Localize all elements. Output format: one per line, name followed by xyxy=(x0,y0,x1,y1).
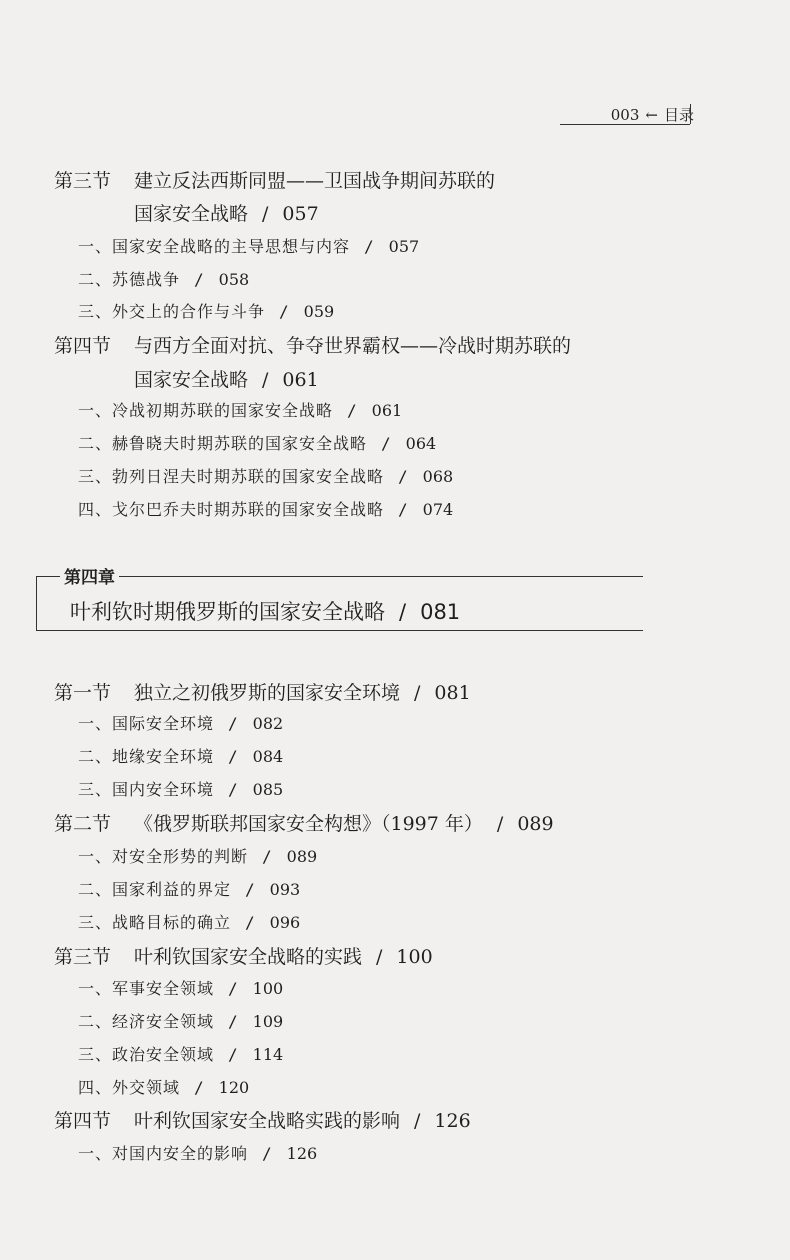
item-page-number: 084 xyxy=(252,747,284,766)
separator: / xyxy=(228,747,239,766)
running-header xyxy=(611,104,694,125)
separator: / xyxy=(194,270,205,289)
item-text: 三、政治安全领域 xyxy=(78,1045,215,1064)
toc-section-title-continued[interactable] xyxy=(134,365,319,392)
item-page-number: 126 xyxy=(286,1144,318,1163)
separator: / xyxy=(399,600,407,624)
item-text: 四、戈尔巴乔夫时期苏联的国家安全战略 xyxy=(78,500,385,519)
item-page-number: 085 xyxy=(252,780,284,799)
separator: / xyxy=(364,237,375,256)
separator: / xyxy=(228,1045,239,1064)
section-label: 第二节 xyxy=(54,813,112,835)
toc-item[interactable] xyxy=(78,497,453,520)
item-page-number: 058 xyxy=(218,270,250,289)
item-page-number: 093 xyxy=(269,880,301,899)
left-arrow-icon: ← xyxy=(645,106,658,124)
item-text: 二、国家利益的界定 xyxy=(78,880,232,899)
toc-item[interactable] xyxy=(78,877,300,900)
toc-item[interactable] xyxy=(78,976,283,999)
item-text: 一、国际安全环境 xyxy=(78,714,215,733)
separator: / xyxy=(496,813,504,835)
toc-item[interactable] xyxy=(78,464,453,487)
header-rule xyxy=(560,124,690,125)
header-section-title: 目录 xyxy=(663,106,694,124)
toc-item[interactable] xyxy=(78,267,249,290)
section-label: 第四节 xyxy=(54,1110,112,1132)
item-text: 一、对安全形势的判断 xyxy=(78,847,249,866)
section-label: 第三节 xyxy=(54,170,112,192)
toc-item[interactable] xyxy=(78,1141,317,1164)
separator: / xyxy=(398,467,409,486)
section-title-text: 独立之初俄罗斯的国家安全环境 xyxy=(134,682,401,704)
section-label: 第四节 xyxy=(54,335,112,357)
item-page-number: 064 xyxy=(405,434,437,453)
toc-item[interactable] xyxy=(78,299,334,322)
separator: / xyxy=(262,203,269,225)
toc-item[interactable] xyxy=(78,910,300,933)
item-text: 三、战略目标的确立 xyxy=(78,913,232,932)
toc-item[interactable] xyxy=(78,844,317,867)
separator: / xyxy=(381,434,392,453)
section-label: 第三节 xyxy=(54,946,112,968)
toc-item[interactable] xyxy=(78,1075,249,1098)
header-page-number: 003 xyxy=(610,106,640,124)
chapter-title[interactable] xyxy=(70,596,460,626)
separator: / xyxy=(245,880,256,899)
item-page-number: 068 xyxy=(422,467,454,486)
item-page-number: 061 xyxy=(371,401,403,420)
toc-section-title[interactable] xyxy=(54,809,554,836)
item-page-number: 100 xyxy=(252,979,284,998)
item-page-number: 114 xyxy=(252,1045,284,1064)
separator: / xyxy=(228,1012,239,1031)
separator: / xyxy=(414,1110,421,1132)
item-text: 三、外交上的合作与斗争 xyxy=(78,302,266,321)
separator: / xyxy=(228,780,239,799)
item-text: 二、苏德战争 xyxy=(78,270,181,289)
chapter-title-text: 叶利钦时期俄罗斯的国家安全战略 xyxy=(70,600,385,624)
toc-section-title[interactable] xyxy=(54,166,495,193)
section-page-number: 100 xyxy=(396,946,433,968)
section-title-text: 与西方全面对抗、争夺世界霸权——冷战时期苏联的 xyxy=(134,335,572,357)
header-rule-tick xyxy=(690,104,691,124)
item-text: 二、赫鲁晓夫时期苏联的国家安全战略 xyxy=(78,434,368,453)
item-text: 二、地缘安全环境 xyxy=(78,747,215,766)
separator: / xyxy=(262,1144,273,1163)
section-page-number: 089 xyxy=(517,813,554,835)
toc-item[interactable] xyxy=(78,711,283,734)
item-page-number: 089 xyxy=(286,847,318,866)
section-title-text: 国家安全战略 xyxy=(134,203,249,225)
item-text: 二、经济安全领域 xyxy=(78,1012,215,1031)
section-page-number: 061 xyxy=(282,369,319,391)
toc-item[interactable] xyxy=(78,1009,283,1032)
item-text: 三、勃列日涅夫时期苏联的国家安全战略 xyxy=(78,467,385,486)
chapter-page-number: 081 xyxy=(420,600,461,624)
separator: / xyxy=(279,302,290,321)
toc-section-title[interactable] xyxy=(54,942,433,969)
section-title-text: 叶利钦国家安全战略的实践 xyxy=(134,946,363,968)
item-page-number: 074 xyxy=(422,500,454,519)
separator: / xyxy=(262,847,273,866)
item-page-number: 059 xyxy=(303,302,335,321)
chapter-rule xyxy=(37,630,643,631)
item-page-number: 109 xyxy=(252,1012,284,1031)
separator: / xyxy=(194,1078,205,1097)
chapter-label: 第四章 xyxy=(60,563,119,588)
item-text: 四、外交领域 xyxy=(78,1078,181,1097)
section-title-text: 国家安全战略 xyxy=(134,369,249,391)
toc-section-title[interactable] xyxy=(54,331,571,358)
separator: / xyxy=(245,913,256,932)
separator: / xyxy=(376,946,383,968)
section-page-number: 057 xyxy=(282,203,319,225)
toc-item[interactable] xyxy=(78,234,419,257)
item-page-number: 082 xyxy=(252,714,284,733)
toc-item[interactable] xyxy=(78,398,402,421)
toc-section-title[interactable] xyxy=(54,678,471,705)
separator: / xyxy=(228,714,239,733)
separator: / xyxy=(347,401,358,420)
section-page-number: 081 xyxy=(434,682,471,704)
section-title-text: 叶利钦国家安全战略实践的影响 xyxy=(134,1110,401,1132)
section-title-text: 《俄罗斯联邦国家安全构想》（1997 年） xyxy=(134,813,483,835)
toc-item[interactable] xyxy=(78,777,283,800)
item-text: 一、军事安全领域 xyxy=(78,979,215,998)
section-label: 第一节 xyxy=(54,682,112,704)
item-page-number: 096 xyxy=(269,913,301,932)
section-title-text: 建立反法西斯同盟——卫国战争期间苏联的 xyxy=(134,170,496,192)
item-page-number: 120 xyxy=(218,1078,250,1097)
item-page-number: 057 xyxy=(388,237,420,256)
separator: / xyxy=(398,500,409,519)
toc-item[interactable] xyxy=(78,1042,283,1065)
section-page-number: 126 xyxy=(434,1110,471,1132)
toc-section-title-continued[interactable] xyxy=(134,199,319,226)
item-text: 一、冷战初期苏联的国家安全战略 xyxy=(78,401,334,420)
item-text: 一、对国内安全的影响 xyxy=(78,1144,249,1163)
toc-section-title[interactable] xyxy=(54,1106,471,1133)
toc-item[interactable] xyxy=(78,431,436,454)
separator: / xyxy=(414,682,421,704)
toc-item[interactable] xyxy=(78,744,283,767)
item-text: 三、国内安全环境 xyxy=(78,780,215,799)
item-text: 一、国家安全战略的主导思想与内容 xyxy=(78,237,351,256)
separator: / xyxy=(262,369,269,391)
separator: / xyxy=(228,979,239,998)
